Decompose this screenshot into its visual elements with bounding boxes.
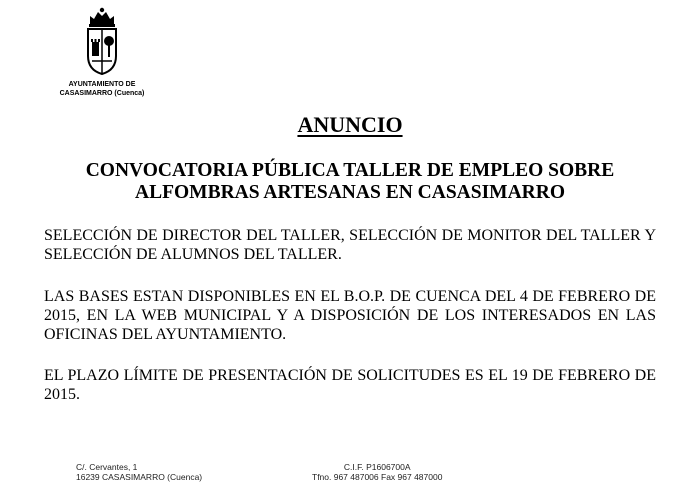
footer-address-line2: 16239 CASASIMARRO (Cuenca) (76, 472, 203, 482)
logo-caption (58, 80, 146, 98)
footer-phone-fax: Tfno. 967 487006 Fax 967 487000 (312, 472, 443, 482)
coat-of-arms-icon (82, 6, 122, 78)
footer-address (76, 462, 202, 482)
document-subtitle (40, 160, 660, 204)
paragraph-deadline: EL PLAZO LÍMITE DE PRESENTACIÓN DE SOLICITUDES ES EL 19 DE FEBRERO DE 2015. (44, 367, 656, 403)
footer-address-line1: C/. Cervantes, 1 (76, 462, 138, 472)
footer-cif: C.I.F. P1606700A (343, 462, 411, 472)
logo-caption-line1: AYUNTAMIENTO DE (68, 81, 136, 88)
subtitle-line2: ALFOMBRAS ARTESANAS EN CASASIMARRO (135, 182, 565, 203)
paragraph-selection: SELECCIÓN DE DIRECTOR DEL TALLER, SELECCIÓN DE MONITOR DEL TALLER Y SELECCIÓN DE ALUMNOS DEL TALLER. (44, 227, 656, 263)
paragraph-bases: LAS BASES ESTAN DISPONIBLES EN EL B.O.P. DE CUENCA DEL 4 DE FEBRERO DE 2015, EN LA WEB MUNICIPAL Y A DISPOSICIÓN DE LOS INTERESADOS EN LAS OFICINAS DEL AYUNTAMIENTO. (44, 288, 656, 343)
document-heading: ANUNCIO (297, 112, 403, 137)
municipal-logo (58, 6, 146, 98)
footer-contact (312, 462, 442, 482)
subtitle-line1: CONVOCATORIA PÚBLICA TALLER DE EMPLEO SOBRE (85, 160, 615, 181)
logo-caption-line2: CASASIMARRO (Cuenca) (59, 90, 145, 97)
